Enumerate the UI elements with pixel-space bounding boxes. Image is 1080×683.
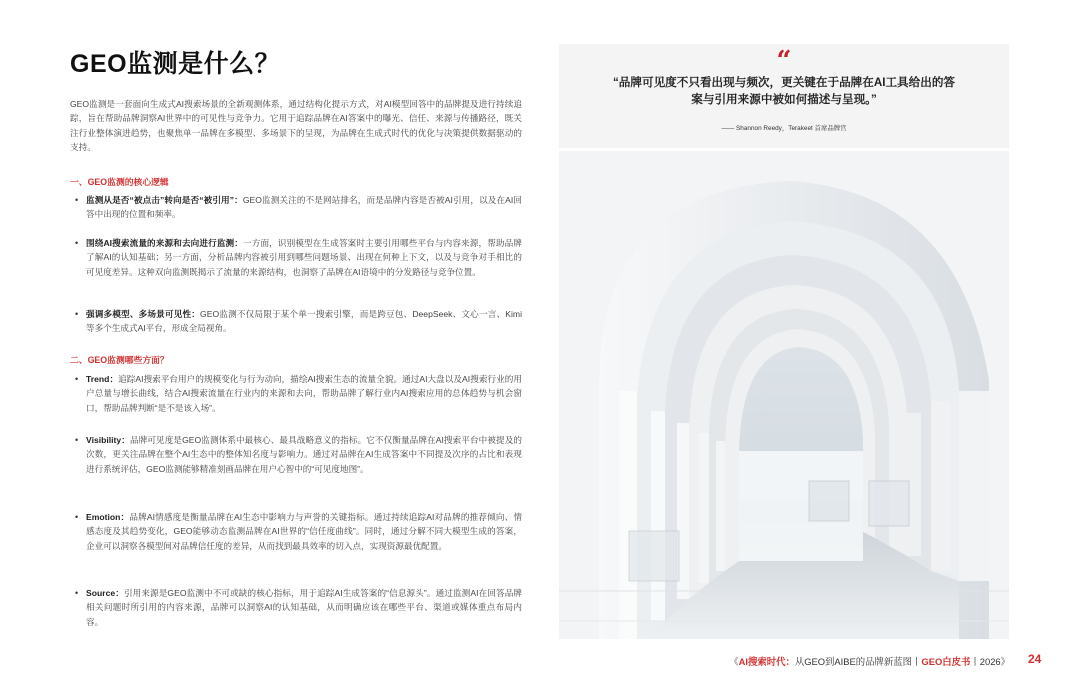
- item-text: GEO监测不仅局限于某个单一搜索引擎，而是跨豆包、DeepSeek、文心一言、Kimi等多个生成式AI平台，形成全局视角。: [86, 309, 522, 334]
- bullet-icon: •: [75, 309, 79, 319]
- arches-illustration: [559, 151, 1009, 639]
- item-lead: 围绕AI搜索流量的来源和去向进行监测：: [86, 238, 243, 248]
- bullet-icon: •: [75, 588, 79, 598]
- item-lead: 监测从是否“被点击”转向是否“被引用”：: [86, 195, 243, 205]
- quote-text: “品牌可见度不只看出现与频次，更关键在于品牌在AI工具给出的答案与引用来源中被如何描述与呈现。”: [612, 76, 956, 106]
- intro-paragraph: GEO监测是一套面向生成式AI搜索场景的全新观测体系，通过结构化提示方式，对AI模型回答中的品牌提及进行持续追踪，旨在帮助品牌洞察AI世界中的可见性与竞争力。它用于追踪品牌在AI答案中的曝光、信任、来源与传播路径，既关注行业整体演进趋势，也聚焦单一品牌在多模型、多场景下的呈现，为品牌在生成式时代的优化与决策提供数据驱动的支持。: [70, 99, 522, 153]
- bullet-icon: •: [75, 435, 79, 445]
- item-lead: Visibility：: [86, 435, 130, 445]
- footer-highlight: AI搜索时代：: [738, 656, 795, 667]
- quote-mark: “: [776, 46, 792, 76]
- list-item: [70, 586, 522, 629]
- arches-photo: [559, 151, 1009, 639]
- quote-author: —— Shannon Reedy，Terakeet 首席品牌官: [721, 125, 847, 132]
- item-lead: 强调多模型、多场景可见性：: [86, 309, 201, 319]
- item-text: 追踪AI搜索平台用户的规模变化与行为动向，描绘AI搜索生态的流量全貌。通过AI大盘以及AI搜索行业的用户总量与增长曲线，结合AI搜索流量在行业内的来源和去向，帮助品牌了解行业内AI搜索应用的总体趋势与机会窗口，帮助品牌判断“是不是该入场”。: [86, 374, 522, 413]
- item-text: 品牌可见度是GEO监测体系中最核心、最具战略意义的指标。它不仅衡量品牌在AI搜索平台中被提及的次数，更关注品牌在整个AI生态中的整体知名度与影响力。通过对品牌在AI生成答案中不同提及次序的占比和表现进行系统评估，GEO监测能够精准刻画品牌在用户心智中的“可见度地图”。: [86, 435, 522, 474]
- list-item: [70, 307, 522, 336]
- main-text-column: [70, 97, 522, 627]
- section-heading-aspects: 二、GEO监测哪些方面？: [70, 355, 169, 365]
- list-item: [70, 236, 522, 279]
- list-item: [70, 433, 522, 476]
- item-text: GEO监测关注的不是网站排名，而是品牌内容是否被AI引用，以及在AI回答中出现的位置和频率。: [86, 195, 522, 220]
- item-lead: Emotion：: [86, 512, 130, 522]
- section-heading-core-logic: 一、GEO监测的核心逻辑: [70, 177, 169, 187]
- quote-box: [559, 44, 1009, 148]
- page-number: 24: [1028, 652, 1042, 666]
- page-title: GEO监测是什么？: [70, 50, 281, 78]
- footer-open: 《: [729, 656, 739, 667]
- bullet-icon: •: [75, 195, 79, 205]
- item-text: 品牌AI情感度是衡量品牌在AI生态中影响力与声誉的关键指标。通过持续追踪AI对品牌的推荐倾向、情感态度及其趋势变化，GEO能够动态监测品牌在AI世界的“信任度曲线”。同时，通过分解不同大模型生成的答案，企业可以洞察各模型间对品牌信任度的差异，从而找到最具效率的切入点，实现资源最优配置。: [86, 512, 522, 551]
- list-item: [70, 510, 522, 553]
- bullet-icon: •: [75, 512, 79, 522]
- item-lead: Trend：: [86, 374, 119, 384]
- item-text: 引用来源是GEO监测中不可或缺的核心指标，用于追踪AI生成答案的“信息源头”。通过监测AI在回答品牌相关问题时所引用的内容来源，品牌可以洞察AI的认知基础，从而明确应该在哪些平台、渠道或媒体重点布局内容。: [86, 588, 522, 627]
- list-item: [70, 193, 522, 222]
- item-lead: Source：: [86, 588, 124, 598]
- list-item: [70, 372, 522, 415]
- item-text: 一方面，识别模型在生成答案时主要引用哪些平台与内容来源，帮助品牌了解AI的认知基础；另一方面，分析品牌内容被引用到哪些问题场景、出现在何种上下文，以及与竞争对手相比的可见度差异。这种双向监测既揭示了流量的来源结构，也洞察了品牌在AI语境中的分发路径与竞争位置。: [86, 238, 522, 277]
- bullet-icon: •: [75, 238, 79, 248]
- footer-title: 从GEO到AIBE的品牌新蓝图丨: [794, 656, 922, 667]
- footer-highlight: GEO白皮书: [921, 656, 971, 667]
- footer-end: 丨2026》: [970, 656, 1010, 667]
- footer: [729, 654, 1010, 668]
- bullet-icon: •: [75, 374, 79, 384]
